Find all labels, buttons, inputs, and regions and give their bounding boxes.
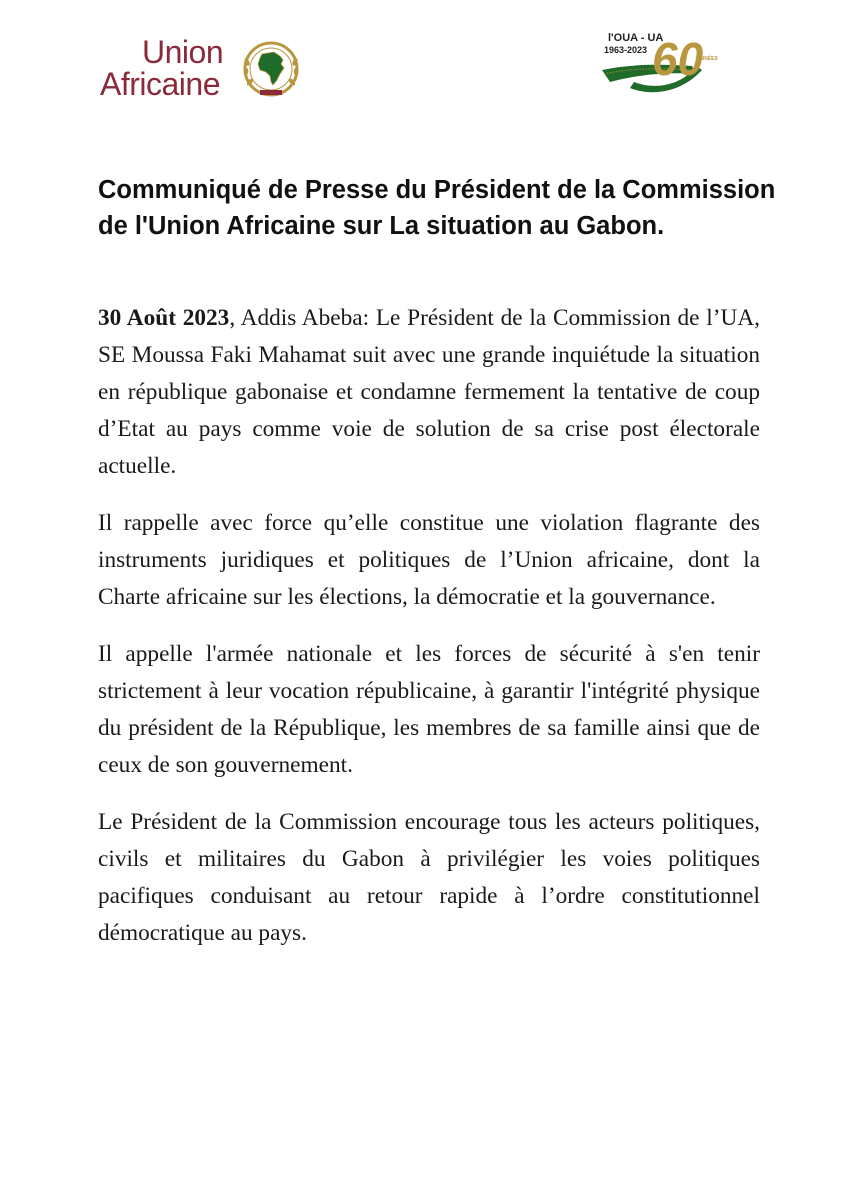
african-union-logo bbox=[100, 34, 310, 102]
au-emblem-icon bbox=[236, 40, 306, 98]
paragraph-1-text: , Addis Abeba: Le Président de la Commission de l’UA, SE Moussa Faki Mahamat suit avec une grande inquiétude la situation en république gabonaise et condamne fermement la tentative de coup d’Etat au pays comme voie de solution de sa crise post électorale actuelle. bbox=[98, 305, 760, 479]
press-release-title: Communiqué de Presse du Président de la Commission de l'Union Africaine sur La situation au Gabon. bbox=[98, 176, 776, 240]
paragraph-3: Il appelle l'armée nationale et les forces de sécurité à s'en tenir strictement à leur vocation républicaine, à garantir l'intégrité physique du président de la République, les membres de sa famille ainsi que de ceux de son gouvernement. bbox=[98, 641, 760, 778]
anniversary-number: 60 bbox=[652, 33, 704, 85]
anniversary-org-label: l'OUA - UA bbox=[608, 32, 664, 44]
anniversary-years-label: 1963-2023 bbox=[604, 45, 648, 55]
logo-word-africaine: Africaine bbox=[100, 66, 220, 102]
oau-au-60-years-logo bbox=[600, 30, 725, 102]
paragraph-1 bbox=[98, 300, 760, 485]
anniversary-word: ANNÉES bbox=[697, 56, 718, 62]
logo-word-union: Union bbox=[142, 34, 224, 70]
press-release-body bbox=[98, 300, 760, 972]
paragraph-2: Il rappelle avec force qu’elle constitue une violation flagrante des instruments juridiques et politiques de l’Union africaine, dont la Charte africaine sur les élections, la démocratie et la gouvernance. bbox=[98, 510, 760, 610]
paragraph-4: Le Président de la Commission encourage tous les acteurs politiques, civils et militaires du Gabon à privilégier les voies politiques pacifiques conduisant au retour rapide à l’ordre constitutionnel démocratique au pays. bbox=[98, 809, 760, 946]
dateline-date: 30 Août 2023 bbox=[98, 305, 230, 331]
